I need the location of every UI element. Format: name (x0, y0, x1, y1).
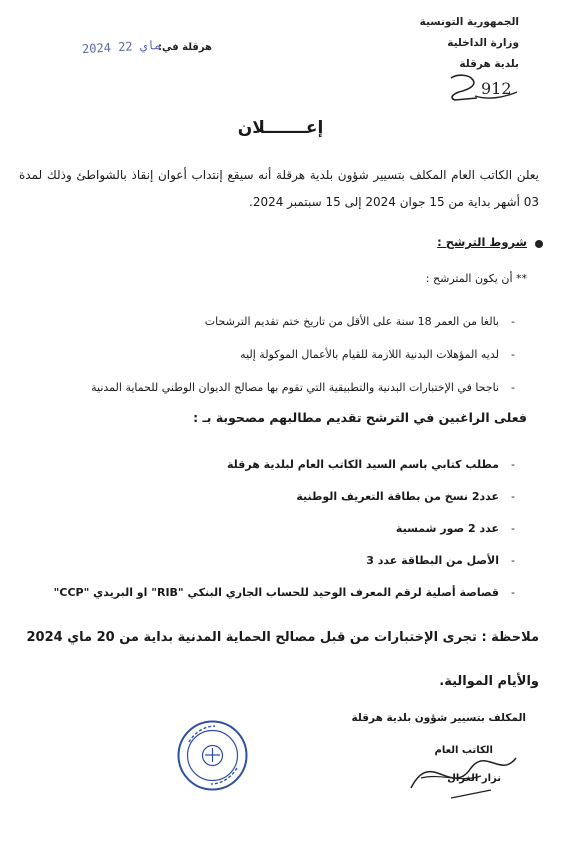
announcement-intro: يعلن الكاتب العام المكلف بتسيير شؤون بلدية هرقلة أنه سيقع إنتداب أعوان إنقاذ بالشواطئ وذلك لمدة 03 أشهر بداية من 15 جوان 2024 إلى 15 سبتمبر 2024. (19, 168, 539, 209)
page-title: إعـــــــلان (237, 118, 324, 138)
dash-marker: - (511, 521, 515, 535)
handwritten-signature (391, 728, 531, 808)
signatory-title: المكلف بتسيير شؤون بلدية هرقلة (351, 712, 526, 724)
reference-number-handwritten (447, 70, 519, 104)
document-text: قصاصة أصلية لرقم المعرف الوحيد للحساب الجاري البنكي "RIB" او البريدي "CCP" (53, 585, 499, 599)
note-text: ملاحظة : تجرى الإختبارات من قبل مصالح الحماية المدنية بداية من 20 ماي 2024 والأيام الموالية. (26, 630, 539, 689)
reference-number: 912 (481, 79, 512, 98)
document-text: عدد 2 صور شمسية (395, 521, 499, 535)
bullet-dot (535, 240, 543, 248)
date-handwritten: 2024 ماي 22 (81, 37, 162, 57)
document-text: الأصل من البطاقة عدد 3 (366, 553, 499, 567)
signatory-name: نزار الغزال (447, 773, 501, 784)
place-date (82, 38, 212, 60)
dash-marker: - (511, 457, 515, 471)
municipality-name: بلدية هرقلة (459, 58, 519, 70)
list-item (47, 371, 527, 404)
list-item (47, 338, 527, 371)
place-label: هرقلة في: (158, 42, 212, 53)
dash-marker: - (511, 489, 515, 503)
candidate-intro: ** أن يكون المترشح : (425, 272, 527, 285)
document-text: مطلب كتابي باسم السيد الكاتب العام لبلدية هرقلة (227, 457, 499, 471)
conditions-list (47, 305, 527, 404)
letterhead (399, 12, 519, 75)
application-heading: فعلى الراغبين في الترشح تقديم مطالبهم مصحوبة بـ : (193, 410, 527, 425)
list-item (47, 544, 527, 576)
dash-marker: - (511, 585, 515, 599)
list-item (47, 576, 527, 608)
ministry-name: وزارة الداخلية (447, 37, 519, 49)
condition-text: لديه المؤهلات البدنية اللازمة للقيام بالأعمال الموكولة إليه (240, 348, 499, 361)
list-item (47, 305, 527, 338)
condition-text: بالغا من العمر 18 سنة على الأقل من تاريخ ختم تقديم الترشحات (204, 315, 499, 328)
document-text: عدد2 نسخ من بطاقة التعريف الوطنية (296, 489, 499, 503)
documents-list (47, 448, 527, 608)
official-stamp (175, 718, 250, 793)
dash-marker: - (511, 381, 515, 394)
dash-marker: - (511, 348, 515, 361)
dash-marker: - (511, 553, 515, 567)
country-name: الجمهورية التونسية (419, 16, 519, 28)
list-item (47, 512, 527, 544)
signatory-role: الكاتب العام (434, 745, 493, 756)
condition-text: ناجحا في الإختبارات البدنية والتطبيقية التي تقوم بها مصالح الديوان الوطني للحماية المدنية (91, 381, 499, 394)
conditions-heading (437, 235, 527, 249)
dash-marker: - (511, 315, 515, 328)
list-item (47, 448, 527, 480)
conditions-heading-text: شروط الترشح : (437, 235, 527, 249)
list-item (47, 480, 527, 512)
